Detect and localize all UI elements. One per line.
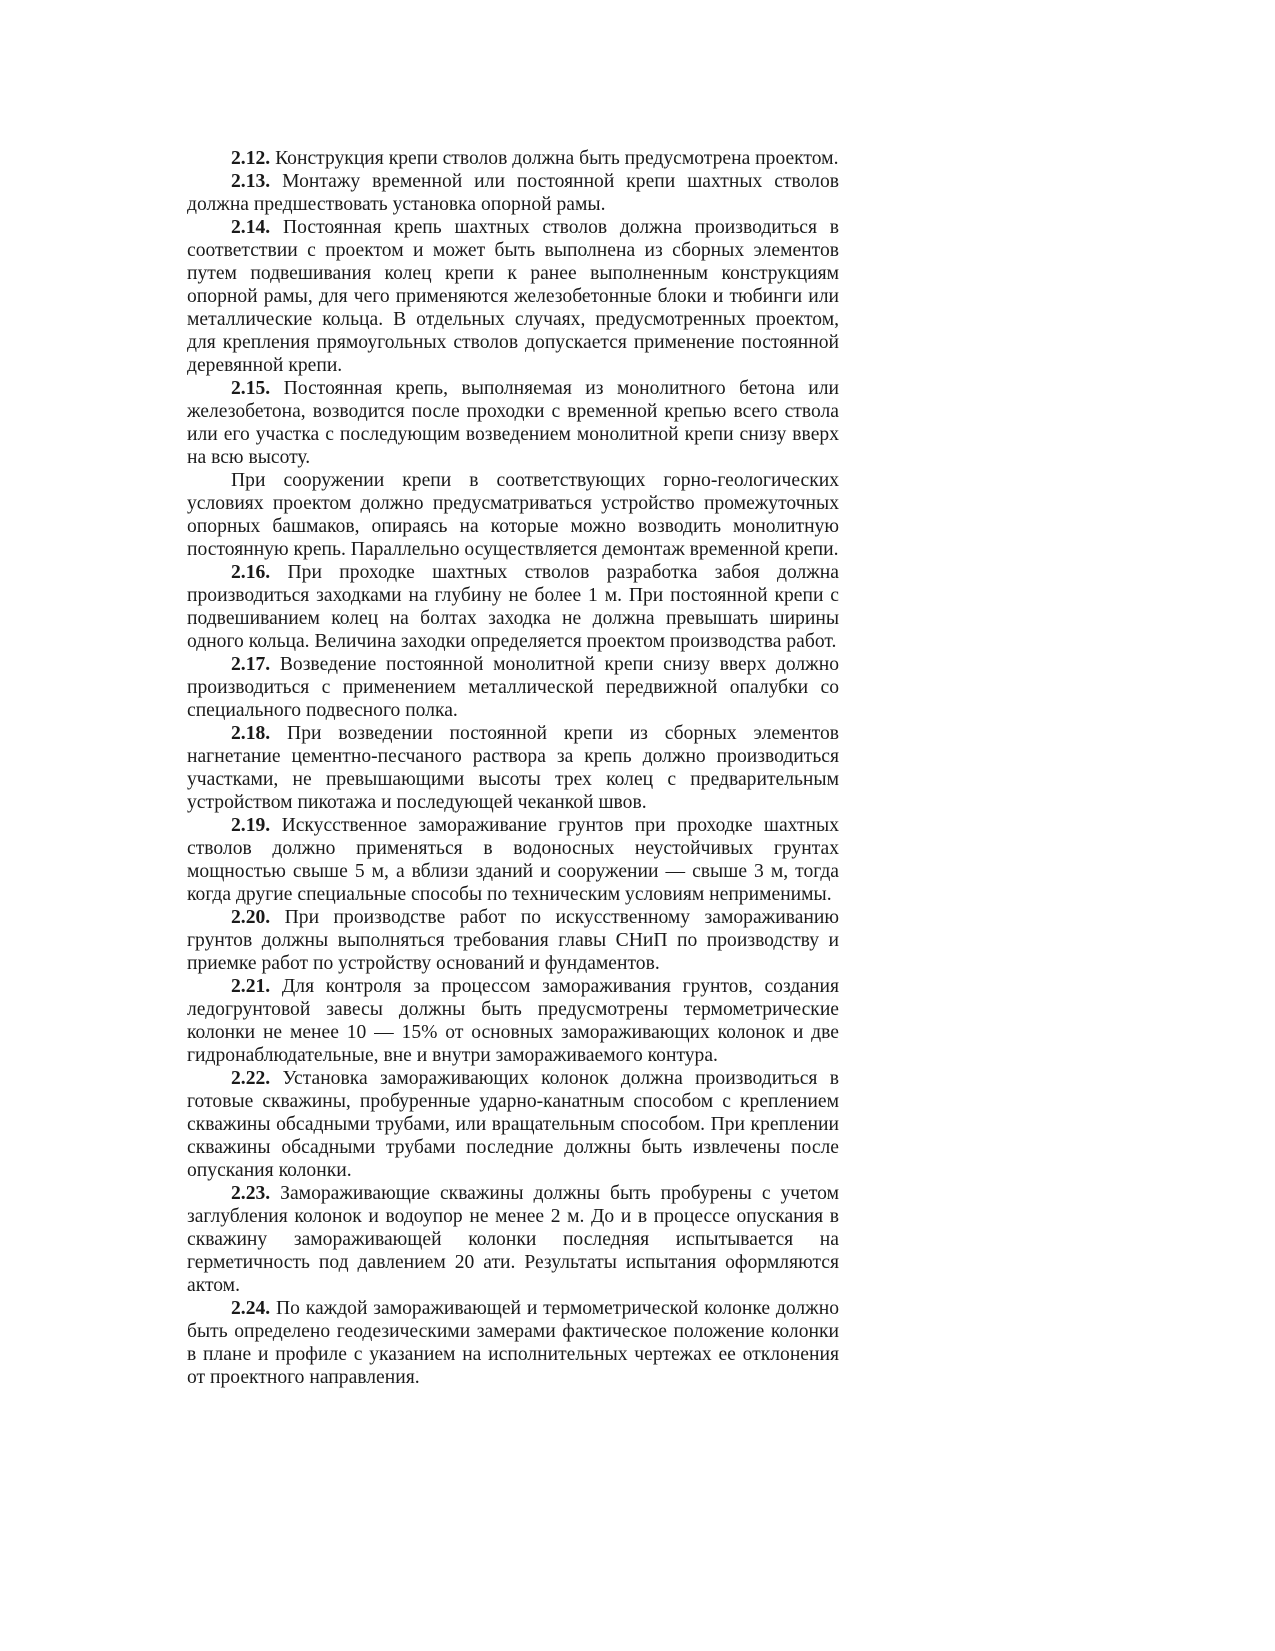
paragraph-2-17 (187, 653, 839, 722)
paragraph-2-15-continued (187, 469, 839, 561)
paragraph-text: Монтажу временной или постоянной крепи шахтных стволов должна предшествовать установка опорной рамы. (187, 171, 839, 215)
clause-number: 2.21. (231, 976, 271, 997)
paragraph-2-20 (187, 906, 839, 975)
clause-number: 2.15. (231, 378, 271, 399)
clause-number: 2.18. (231, 723, 271, 744)
paragraph-text: При возведении постоянной крепи из сборных элементов нагнетание цементно-песчаного раствора за крепь должно производиться участками, не превышающими высоты трех колец с предварительным устройством пикотажа и последующей чеканкой швов. (187, 723, 839, 813)
paragraph-text: Искусственное замораживание грунтов при проходке шахтных стволов должно применяться в водоносных неустойчивых грунтах мощностью свыше 5 м, а вблизи зданий и сооружении — свыше 3 м, тогда когда другие специальные способы по техническим условиям неприменимы. (187, 815, 840, 905)
paragraph-text: При проходке шахтных стволов разработка забоя должна производиться заходками на глубину не более 1 м. При постоянной крепи с подвешиванием колец на болтах заходка не должна превышать ширины одного кольца. Величина заходки определяется проектом производства работ. (187, 562, 839, 652)
clause-number: 2.23. (231, 1183, 271, 1204)
paragraph-2-12 (187, 147, 839, 170)
paragraph-2-15 (187, 377, 839, 469)
paragraph-text: Постоянная крепь шахтных стволов должна производиться в соответствии с проектом и может быть выполнена из сборных элементов путем подвешивания колец крепи к ранее выполненным конструкциям опорной рамы, для чего применяются железобетонные блоки и тюбинги или металлические кольца. В отдельных случаях, предусмотренных проектом, для крепления прямоугольных стволов допускается применение постоянной деревянной крепи. (187, 217, 840, 376)
paragraph-text: Конструкция крепи стволов должна быть предусмотрена проектом. (275, 148, 839, 169)
document-body (187, 147, 839, 1389)
clause-number: 2.16. (231, 562, 271, 583)
paragraph-2-13 (187, 170, 839, 216)
paragraph-2-22 (187, 1067, 839, 1182)
paragraph-2-21 (187, 975, 839, 1067)
paragraph-2-24 (187, 1297, 839, 1389)
paragraph-2-23 (187, 1182, 839, 1297)
clause-number: 2.19. (231, 815, 271, 836)
paragraph-text: Установка замораживающих колонок должна производиться в готовые скважины, пробуренные ударно-канатным способом с креплением скважины обсадными трубами, или вращательным способом. При креплении скважины обсадными трубами последние должны быть извлечены после опускания колонки. (187, 1068, 839, 1181)
clause-number: 2.17. (231, 654, 271, 675)
paragraph-2-14 (187, 216, 839, 377)
clause-number: 2.22. (231, 1068, 271, 1089)
paragraph-text: Постоянная крепь, выполняемая из монолитного бетона или железобетона, возводится после проходки с временной крепью всего ствола или его участка с последующим возведением монолитной крепи снизу вверх на всю высоту. (187, 378, 839, 468)
paragraph-text: По каждой замораживающей и термометрической колонке должно быть определено геодезическими замерами фактическое положение колонки в плане и профиле с указанием на исполнительных чертежах ее отклонения от проектного направления. (187, 1298, 839, 1388)
paragraph-text: Для контроля за процессом замораживания грунтов, создания ледогрунтовой завесы должны быть предусмотрены термометрические колонки не менее 10 — 15% от основных замораживающих колонок и две гидронаблюдательные, вне и внутри замораживаемого контура. (187, 976, 839, 1066)
paragraph-2-18 (187, 722, 839, 814)
paragraph-text: При сооружении крепи в соответствующих горно-геологических условиях проектом должно предусматриваться устройство промежуточных опорных башмаков, опираясь на которые можно возводить монолитную постоянную крепь. Параллельно осуществляется демонтаж временной крепи. (187, 470, 839, 560)
paragraph-2-19 (187, 814, 839, 906)
paragraph-2-16 (187, 561, 839, 653)
paragraph-text: При производстве работ по искусственному замораживанию грунтов должны выполняться требования главы СНиП по производству и приемке работ по устройству оснований и фундаментов. (187, 907, 839, 974)
clause-number: 2.20. (231, 907, 271, 928)
clause-number: 2.14. (231, 217, 271, 238)
clause-number: 2.13. (231, 171, 271, 192)
clause-number: 2.24. (231, 1298, 271, 1319)
paragraph-text: Замораживающие скважины должны быть пробурены с учетом заглубления колонок и водоупор не менее 2 м. До и в процессе опускания в скважину замораживающей колонки последняя испытывается на герметичность под давлением 20 ати. Результаты испытания оформляются актом. (187, 1183, 839, 1296)
paragraph-text: Возведение постоянной монолитной крепи снизу вверх должно производиться с применением металлической передвижной опалубки со специального подвесного полка. (187, 654, 839, 721)
clause-number: 2.12. (231, 148, 271, 169)
